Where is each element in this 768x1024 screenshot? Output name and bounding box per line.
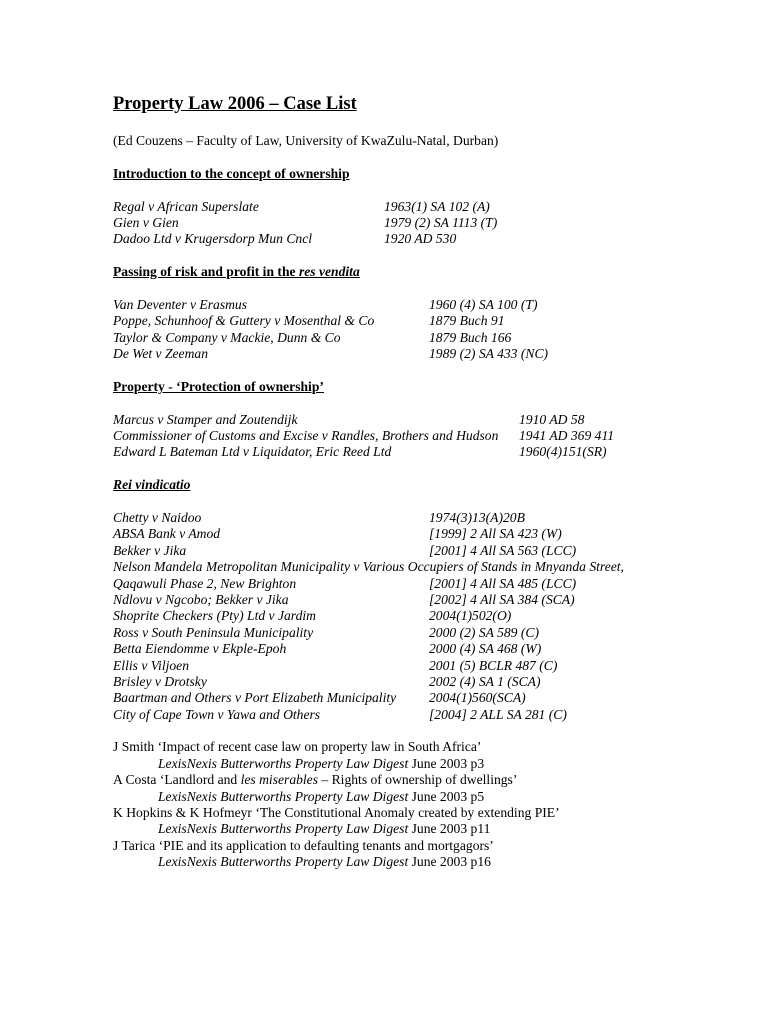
case-row [113,510,733,526]
case-citation: 1879 Buch 166 [429,329,512,345]
case-name: Chetty v Naidoo [113,509,202,525]
case-row [113,346,733,362]
case-name: Brisley v Drotsky [113,673,207,689]
case-citation: [2004] 2 ALL SA 281 (C) [429,706,567,722]
case-citation: 1941 AD 369 411 [519,428,615,444]
case-citation: 2004(1)560(SCA) [429,690,526,706]
case-name: City of Cape Town v Yawa and Others [113,706,321,722]
case-row [113,658,733,674]
case-row [113,608,733,624]
case-citation: 2000 (4) SA 468 (W) [429,641,542,657]
case-name: Gien v Gien [113,214,179,230]
case-name: Taylor & Company v Mackie, Dunn & Co [113,329,341,345]
case-name: Nelson Mandela Metropolitan Municipality v Various Occupiers of Stands in Mnyanda Street, [113,559,624,575]
reference-entry: J Tarica ‘PIE and its application to defaulting tenants and mortgagors’ [113,837,494,853]
case-name: Bekker v Jika [113,542,187,558]
case-citation: [2001] 4 All SA 563 (LCC) [429,542,577,558]
case-name: Baartman and Others v Port Elizabeth Municipality [113,690,397,706]
reference-entry: K Hopkins & K Hofmeyr ‘The Constitutional Anomaly created by extending PIE’ [113,805,560,821]
case-citation: 1960 (4) SA 100 (T) [429,296,538,312]
case-row [113,215,733,231]
case-row [113,330,733,346]
case-row [113,543,733,559]
case-name: Poppe, Schunhoof & Guttery v Mosenthal & Co [113,313,375,329]
case-citation: 2004(1)502(O) [429,608,512,624]
reference-entry: J Smith ‘Impact of recent case law on property law in South Africa’ [113,739,482,755]
reference-source: LexisNexis Butterworths Property Law Digest June 2003 p3 [158,755,485,771]
case-citation: 1960(4)151(SR) [519,444,607,460]
case-row [113,641,733,657]
case-row [113,576,733,592]
case-name: Edward L Bateman Ltd v Liquidator, Eric Reed Ltd [113,444,392,460]
section-heading-risk-profit: Passing of risk and profit in the res vendita [113,264,360,280]
case-name: ABSA Bank v Amod [113,526,221,542]
case-row [113,674,733,690]
case-name: De Wet v Zeeman [113,346,209,362]
case-row [113,707,733,723]
case-citation: 1910 AD 58 [519,411,585,427]
case-name: Commissioner of Customs and Excise v Randles, Brothers and Hudson [113,428,499,444]
case-row [113,592,733,608]
case-name: Ross v South Peninsula Municipality [113,624,314,640]
case-citation: [2001] 4 All SA 485 (LCC) [429,575,577,591]
case-row [113,559,733,575]
case-citation: 1920 AD 530 [384,231,457,247]
case-citation: 1989 (2) SA 433 (NC) [429,346,549,362]
case-citation: [1999] 2 All SA 423 (W) [429,526,562,542]
section-heading-protection-ownership: Property - ‘Protection of ownership’ [113,378,324,394]
reference-source: LexisNexis Butterworths Property Law Digest June 2003 p11 [158,821,491,837]
case-name: Van Deventer v Erasmus [113,296,248,312]
case-citation: 1963(1) SA 102 (A) [384,198,490,214]
case-row [113,444,733,460]
case-citation: 1879 Buch 91 [429,313,505,329]
case-name: Ellis v Viljoen [113,657,190,673]
case-row [113,313,733,329]
spacer [113,149,733,165]
case-citation: 2001 (5) BCLR 487 (C) [429,657,558,673]
case-row [113,297,733,313]
case-name: Betta Eiendomme v Ekple-Epoh [113,641,287,657]
section-heading-rei-vindicatio: Rei vindicatio [113,477,191,493]
page-title: Property Law 2006 – Case List [113,94,357,114]
case-name: Qaqawuli Phase 2, New Brighton [113,575,297,591]
case-row [113,199,733,215]
reference-source: LexisNexis Butterworths Property Law Digest June 2003 p5 [158,788,485,804]
reference-source: LexisNexis Butterworths Property Law Digest June 2003 p16 [158,854,491,870]
case-citation: [2002] 4 All SA 384 (SCA) [429,591,575,607]
reference-entry: A Costa ‘Landlord and les miserables – Rights of ownership of dwellings’ [113,772,518,788]
case-citation: 2000 (2) SA 589 (C) [429,624,539,640]
case-row [113,526,733,542]
case-row [113,625,733,641]
case-name: Ndlovu v Ngcobo; Bekker v Jika [113,591,289,607]
case-row [113,690,733,706]
case-citation: 1979 (2) SA 1113 (T) [384,214,498,230]
document-page [113,92,733,871]
case-name: Marcus v Stamper and Zoutendijk [113,411,298,427]
case-citation: 2002 (4) SA 1 (SCA) [429,673,541,689]
author-line: (Ed Couzens – Faculty of Law, University of KwaZulu-Natal, Durban) [113,133,499,148]
case-name: Shoprite Checkers (Pty) Ltd v Jardim [113,608,316,624]
section-heading-ownership-concept: Introduction to the concept of ownership [113,165,350,181]
case-row [113,231,733,247]
case-citation: 1974(3)13(A)20B [429,509,525,525]
case-row [113,428,733,444]
case-row [113,412,733,428]
case-name: Regal v African Superslate [113,198,259,214]
case-name: Dadoo Ltd v Krugersdorp Mun Cncl [113,231,313,247]
